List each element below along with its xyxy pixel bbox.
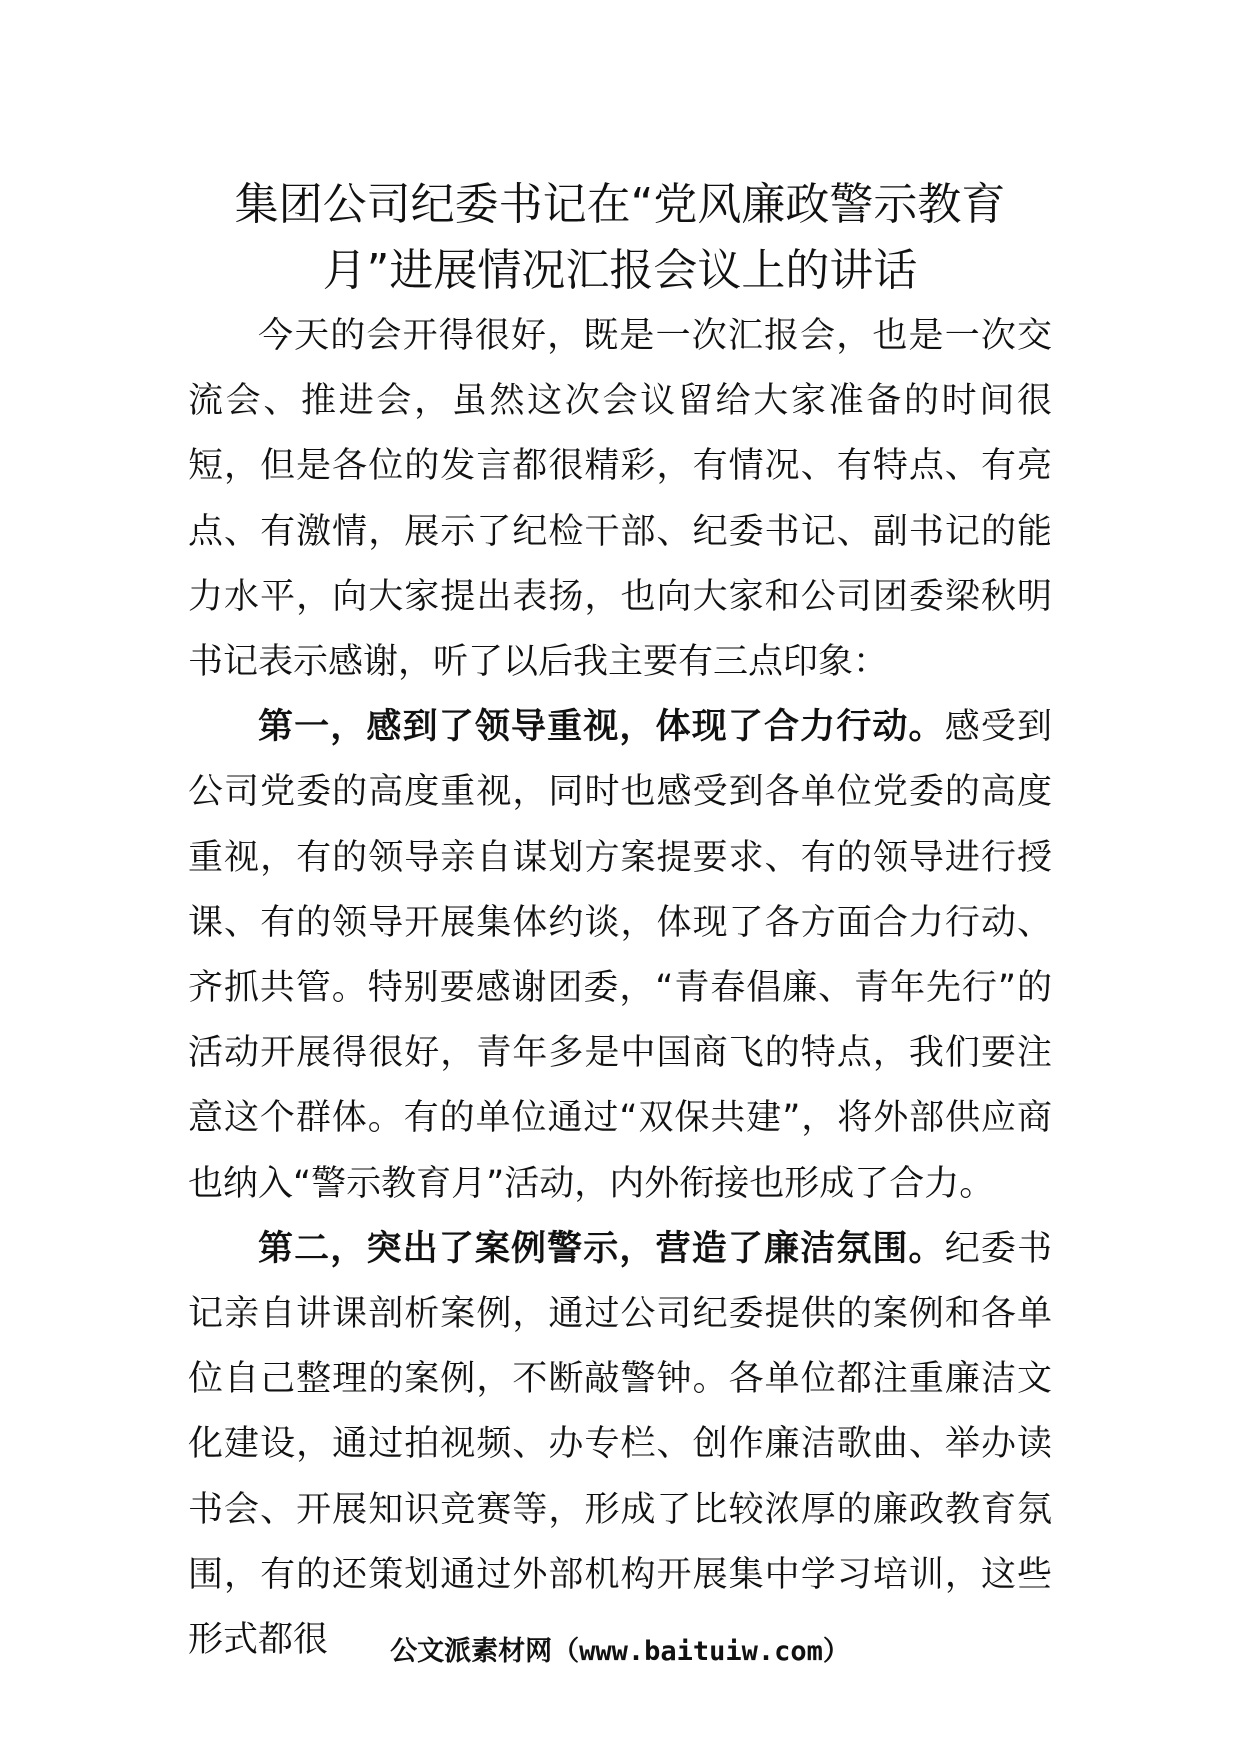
- paragraph-intro-text: 今天的会开得很好，既是一次汇报会，也是一次交流会、推进会，虽然这次会议留给大家准备的时间很短，但是各位的发言都很精彩，有情况、有特点、有亮点、有激情，展示了纪检干部、纪委书记、副书记的能力水平，向大家提出表扬，也向大家和公司团委梁秋明书记表示感谢，听了以后我主要有三点印象：: [188, 316, 1052, 683]
- title-line-1: 集团公司纪委书记在“党风廉政警示教育: [234, 179, 1006, 230]
- footer-url: （www.baituiw.com）: [552, 1636, 850, 1667]
- footer-site-name: 公文派素材网: [390, 1636, 553, 1667]
- paragraph-second-point-text: 纪委书记亲自讲课剖析案例，通过公司纪委提供的案例和各单位自己整理的案例，不断敲警钟。各单位都注重廉洁文化建设，通过拍视频、办专栏、创作廉洁歌曲、举办读书会、开展知识竞赛等，形成了比较浓厚的廉政教育氛围，有的还策划通过外部机构开展集中学习培训，这些形式都很: [188, 1228, 1052, 1661]
- paragraph-intro: [188, 304, 1052, 695]
- document-body: [188, 304, 1052, 1673]
- paragraph-second-point-heading: 第二，突出了案例警示，营造了廉洁氛围。: [258, 1228, 945, 1269]
- paragraph-first-point-heading: 第一，感到了领导重视，体现了合力行动。: [258, 707, 945, 748]
- document-title: [150, 172, 1090, 304]
- paragraph-first-point: [188, 695, 1052, 1217]
- page-footer: [150, 1632, 1090, 1672]
- paragraph-first-point-text: 感受到公司党委的高度重视，同时也感受到各单位党委的高度重视，有的领导亲自谋划方案提要求、有的领导进行授课、有的领导开展集体约谈，体现了各方面合力行动、齐抓共管。特别要感谢团委，“青春倡廉、青年先行”的活动开展得很好，青年多是中国商飞的特点，我们要注意这个群体。有的单位通过“双保共建”，将外部供应商也纳入“警示教育月”活动，内外衔接也形成了合力。: [188, 707, 1052, 1204]
- title-line-2: 月”进展情况汇报会议上的讲话: [322, 245, 918, 296]
- paragraph-second-point: [188, 1217, 1052, 1673]
